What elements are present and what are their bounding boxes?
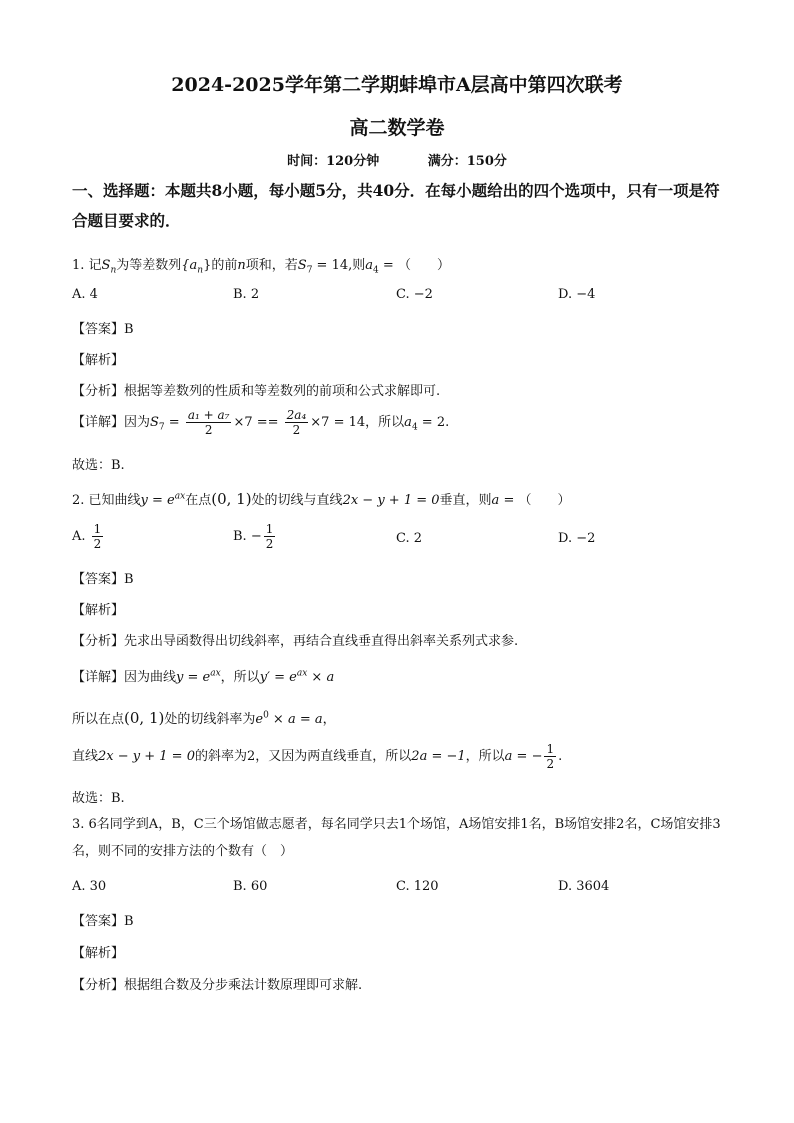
q1-detail-s: S — [150, 415, 159, 430]
q1-stem-mid2: 的前 — [211, 258, 238, 273]
q2-detail-curve: y = e — [176, 670, 211, 685]
q2-option-b-frac — [264, 522, 276, 551]
q1-choice: 故选：B. — [72, 458, 125, 473]
q1-option-b[interactable]: B. 2 — [233, 287, 260, 302]
q3-option-d[interactable]: D. 3604 — [558, 879, 610, 894]
q2-detail-so: ，所以 — [220, 670, 260, 685]
q1-detail-prefix: 【详解】因为 — [72, 415, 151, 430]
q2-detail-deriv: y′ = e — [259, 670, 297, 685]
exam-score: 满分：150分 — [427, 154, 507, 169]
q1-detail-eq: = — [164, 415, 184, 430]
q1-seq: {a — [181, 258, 198, 273]
q1-sn-sub: n — [110, 265, 117, 276]
q1-cond-val: = 14, — [312, 258, 353, 273]
q2-line3-end: . — [558, 749, 563, 764]
q2-line2-expr: e — [255, 712, 264, 727]
q1-frac2 — [285, 408, 309, 437]
q2-option-a-den: 2 — [93, 537, 102, 551]
q2-option-d[interactable]: D. −2 — [558, 531, 596, 546]
q1-detail-val: = 2 — [417, 415, 446, 430]
q2-line3-eq: 2a = −1 — [411, 749, 466, 764]
q1-answer: 【答案】B — [72, 322, 134, 337]
q2-line: 2x − y + 1 = 0 — [342, 493, 440, 508]
q1-option-d[interactable]: D. −4 — [558, 287, 596, 302]
q2-detail — [72, 666, 334, 685]
q3-option-b[interactable]: B. 60 — [233, 879, 268, 894]
q1-analysis-title: 【解析】 — [72, 353, 125, 368]
q1-detail-s-sub: 7 — [158, 422, 165, 433]
exam-time: 时间：120分钟 — [287, 154, 380, 169]
q2-line3-mid: 的斜率为 — [194, 749, 247, 764]
q1-analysis: 【分析】根据等差数列的性质和等差数列的前项和公式求解即可. — [72, 384, 441, 399]
q2-detail-deriv-end: × a — [307, 670, 335, 685]
q2-option-c[interactable]: C. 2 — [396, 531, 423, 546]
q2-line3-line: 2x − y + 1 = 0 — [98, 749, 195, 764]
q2-curve: y = e — [140, 493, 175, 508]
q1-seq-sub: n — [197, 265, 204, 276]
q2-line2-prefix: 所以在点 — [72, 712, 125, 727]
q2-detail-line3 — [72, 742, 562, 771]
q1-detail-times1: ×7 == — [233, 415, 283, 430]
q1-a-sub: 4 — [373, 265, 379, 276]
section-heading: 一、选择题：本题共8小题，每小题5分，共40分．在每小题给出的四个选项中，只有一项是符合题目要求的． — [72, 181, 720, 230]
q3-stem: 3. 6名同学到A，B，C三个场馆做志愿者，每名同学只去1个场馆，A场馆安排1名，B场馆安排2名，C场馆安排3名，则不同的安排方法的个数有（ ） — [72, 817, 721, 859]
q1-option-c[interactable]: C. −2 — [396, 287, 433, 302]
q1-frac1-num: a₁ + a₇ — [187, 408, 230, 422]
q2-line2-expr-end: × a = a — [268, 712, 323, 727]
q1-option-a[interactable]: A. 4 — [72, 287, 98, 302]
q1-n: n — [237, 258, 246, 273]
q1-frac1-den: 2 — [204, 423, 213, 437]
q2-stem-mid: 在点 — [185, 493, 212, 508]
q2-choice: 故选：B. — [72, 791, 125, 806]
q2-line3-frac — [544, 742, 556, 771]
q2-option-a-frac — [92, 522, 104, 551]
q1-stem-mid3: 项和，若 — [245, 258, 298, 273]
q1-sn: S — [101, 258, 111, 273]
q2-option-b-label: B. − — [233, 529, 262, 544]
q2-option-b-den: 2 — [265, 537, 274, 551]
q2-line3-mid2: ，又因为两直线垂直，所以 — [255, 749, 412, 764]
q2-line3-res: a = − — [504, 749, 543, 764]
q2-detail-curve-sup: ax — [210, 668, 221, 679]
q2-analysis: 【分析】先求出导函数得出切线斜率，再结合直线垂直得出斜率关系列式求参. — [72, 634, 519, 649]
q1-detail — [72, 408, 449, 437]
q2-detail-prefix: 【详解】因为曲线 — [72, 670, 177, 685]
q2-stem-mid3: 垂直，则 — [439, 493, 492, 508]
q1-detail-times2: ×7 = 14 — [310, 415, 366, 430]
q1-stem-end: = （ ） — [378, 258, 450, 273]
q2-a: a — [491, 493, 500, 508]
q1-detail-so: ，所以 — [365, 415, 405, 430]
exam-title: 2024-2025学年第二学期蚌埠市A层高中第四次联考 — [171, 74, 623, 96]
q2-option-a[interactable] — [72, 522, 105, 551]
q2-line2-mid: 处的切线斜率为 — [164, 712, 256, 727]
q3-option-c[interactable]: C. 120 — [396, 879, 439, 894]
q1-stem-prefix: 1. 记 — [72, 258, 102, 273]
q2-option-b-num: 1 — [265, 522, 274, 536]
q3-analysis: 【分析】根据组合数及分步乘法计数原理即可求解. — [72, 978, 363, 993]
q3-analysis-title: 【解析】 — [72, 946, 125, 961]
q1-seq-end: } — [203, 258, 212, 273]
q2-line2-point: (0, 1) — [124, 709, 165, 727]
q1-detail-a-sub: 4 — [411, 422, 418, 433]
q2-line2-end: ， — [322, 712, 336, 727]
q2-line3-prefix: 直线 — [72, 749, 99, 764]
q2-stem-end: = （ ） — [499, 493, 571, 508]
q2-analysis-title: 【解析】 — [72, 603, 125, 618]
q1-detail-a: a — [404, 415, 412, 430]
q3-answer: 【答案】B — [72, 914, 134, 929]
q1-cond-sub: 7 — [306, 265, 313, 276]
q2-curve-sup: ax — [174, 491, 186, 502]
q1-stem-mid: 为等差数列 — [116, 258, 182, 273]
q2-stem — [72, 489, 570, 508]
q2-detail-line2 — [72, 708, 336, 727]
q1-frac2-num: 2a₄ — [286, 408, 307, 422]
q2-line3-mid3: ，所以 — [465, 749, 505, 764]
q2-line3-two: 2 — [247, 749, 256, 764]
q1-frac2-den: 2 — [292, 423, 301, 437]
q1-stem — [72, 254, 450, 276]
q2-option-a-num: 1 — [93, 522, 102, 536]
q2-detail-deriv-sup: ax — [296, 668, 308, 679]
q2-line2-expr-sup: 0 — [263, 710, 269, 721]
q2-line3-den: 2 — [546, 757, 555, 771]
q2-line3-num: 1 — [546, 742, 555, 756]
q2-stem-mid2: 处的切线与直线 — [251, 493, 343, 508]
q1-a: a — [365, 258, 374, 273]
q2-answer: 【答案】B — [72, 572, 134, 587]
q2-option-a-label: A. — [72, 529, 86, 544]
exam-meta — [0, 150, 794, 169]
q2-point: (0, 1) — [211, 490, 252, 508]
q1-then: 则 — [352, 258, 366, 273]
q2-option-b[interactable] — [233, 522, 277, 551]
q1-cond: S — [297, 258, 307, 273]
q1-detail-end: . — [445, 415, 450, 430]
q3-option-a[interactable]: A. 30 — [72, 879, 107, 894]
q1-frac1 — [186, 408, 232, 437]
q2-stem-prefix: 2. 已知曲线 — [72, 493, 141, 508]
exam-subtitle: 高二数学卷 — [349, 117, 445, 139]
